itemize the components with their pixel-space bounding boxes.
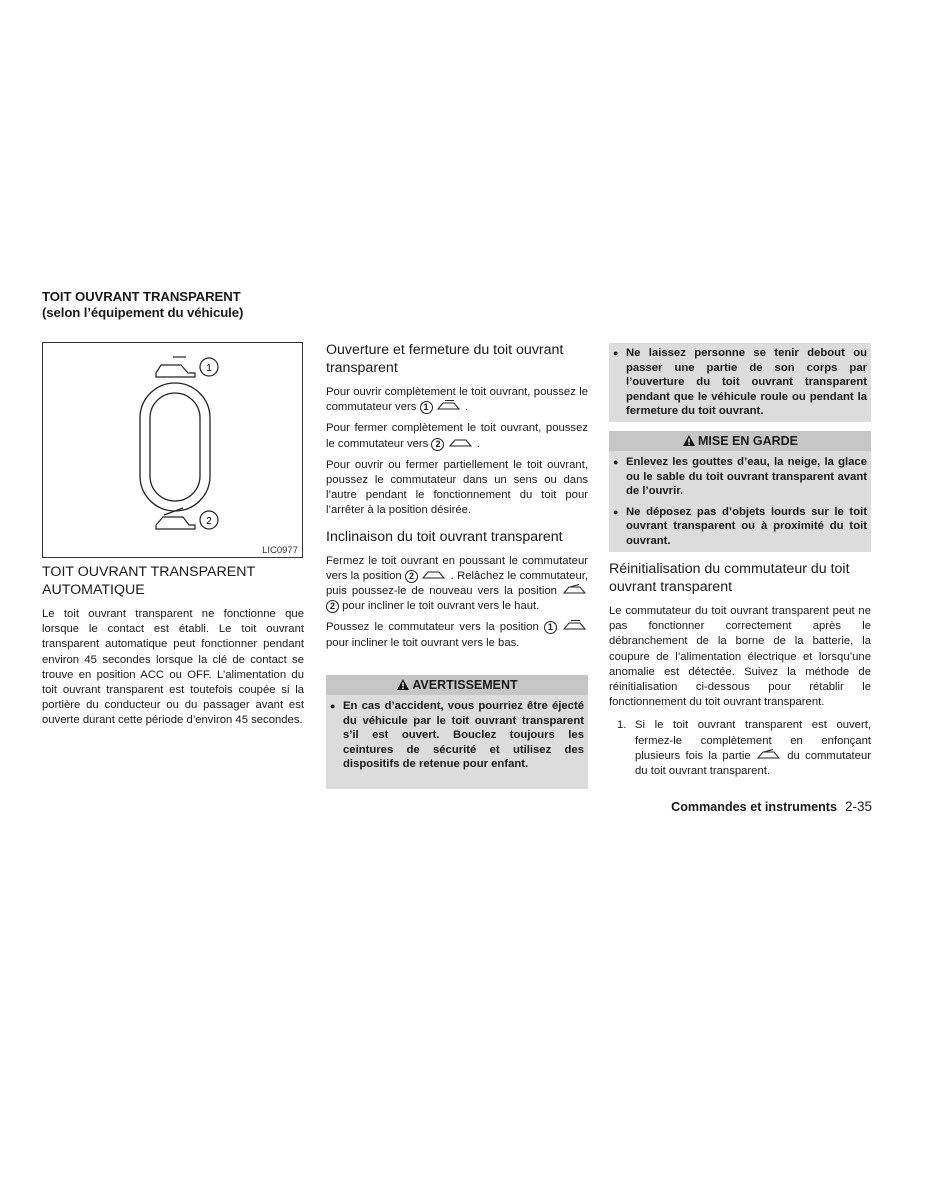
open-text: Pour ouvrir complètement le toit ouvrant, poussez le commutateur vers — [326, 386, 588, 414]
sunroof-switch-figure — [42, 342, 303, 558]
warning-bullet: ● En cas d’accident, vous pourriez être éjecté du véhicule par le toit ouvrant transparent s’il est ouvert. Bouclez toujours les ceintures de sécurité et utilisez des dispositifs de retenue pour enfant. — [326, 699, 588, 772]
column-3 — [609, 560, 871, 779]
tilt-down-text-b: pour incliner le toit ouvrant vers le bas. — [326, 636, 520, 649]
column-2 — [326, 341, 588, 651]
partial-paragraph: Pour ouvrir ou fermer partiellement le toit ouvrant, poussez le commutateur dans un sens ou dans l’autre pendant le fonctionnement du toit pour l’arrêter à la position désirée. — [326, 458, 588, 517]
position-2-icon: 2 — [431, 438, 444, 451]
tilt-up-paragraph — [326, 554, 588, 615]
automatic-body: Le toit ouvrant transparent ne fonctionne que lorsque le contact est établi. Le toit ouvrant transparent automatique peut fonctionner pendant environ 45 secondes lorsque la clé de contact se trouve en position ACC ou OFF. L’alimentation du toit ouvrant transparent est toutefois coupée si la portière du conducteur ou du passager avant est ouverte durant cette période d’environ 45 secondes. — [42, 608, 304, 727]
roof-tilt-icon — [756, 749, 782, 761]
caution-header — [609, 431, 871, 451]
tilt-up-text-c: pour incliner le toit ouvrant vers le haut. — [342, 600, 540, 613]
caution-box — [609, 431, 871, 552]
roof-tilt-icon — [156, 508, 195, 529]
open-text-end: . — [464, 401, 468, 414]
section-title — [42, 289, 322, 321]
position-1-icon: 1 — [420, 401, 433, 414]
roof-open-icon — [562, 620, 588, 632]
warning-triangle-icon — [396, 678, 410, 691]
roof-close-icon — [448, 437, 474, 449]
caution-bullet-1: ● Enlevez les gouttes d’eau, la neige, la glace ou le sable du toit ouvrant transparent avant de l’ouvrir. — [609, 455, 871, 499]
reset-heading: Réinitialisation du commutateur du toit ouvrant transparent — [609, 561, 850, 595]
warning-title: AVERTISSEMENT — [412, 678, 518, 692]
roof-tilt-icon — [562, 584, 588, 596]
reset-body: Le commutateur du toit ouvrant transparent peut ne pas fonctionner correctement après le débranchement de la borne de la batterie, la coupure de l’alimentation électrique et lorsqu’une anomalie est détectée. Suivez la méthode de réinitialisation ci-dessous pour rétablir le fonctionnement du toit ouvrant transparent. — [609, 605, 871, 709]
column-1 — [42, 563, 304, 729]
position-1-icon: 1 — [544, 621, 557, 634]
position-2-icon: 2 — [405, 570, 418, 583]
tilt-up-text-a: Fermez le toit ouvrant en poussant le commutateur vers la position — [326, 554, 588, 582]
tilt-up-text-b: . Relâchez le commutateur, puis poussez-le de nouveau vers la position — [326, 569, 589, 598]
close-text-end: . — [476, 437, 480, 450]
tilt-down-text-a: Poussez le commutateur vers la position — [326, 621, 539, 634]
position-2-icon: 2 — [326, 600, 339, 613]
close-text: Pour fermer complètement le toit ouvrant, poussez le commutateur vers — [326, 422, 588, 450]
open-close-heading: Ouverture et fermeture du toit ouvrant transparent — [326, 342, 564, 376]
step-text-b: du commutateur du toit ouvrant transparent. — [635, 749, 871, 778]
close-paragraph — [326, 421, 588, 451]
roof-open-icon — [156, 357, 195, 377]
warning-continued-box — [609, 343, 871, 422]
section-title-line1: TOIT OUVRANT TRANSPARENT — [42, 289, 241, 304]
reset-step-1 — [609, 718, 871, 779]
chapter-title: Commandes et instruments — [671, 800, 837, 814]
label-2: 2 — [206, 516, 212, 527]
warning-triangle-icon — [682, 434, 696, 447]
page-number: 2-35 — [844, 799, 872, 814]
warning-header — [326, 675, 588, 695]
sunroof-switch-illustration — [43, 343, 302, 557]
label-1: 1 — [206, 363, 212, 374]
open-paragraph — [326, 385, 588, 415]
warning-continued-bullet: ● Ne laissez personne se tenir debout ou passer une partie de son corps par l’ouverture du toit ouvrant transparent pendant que le véhicule roule ou pendant la fermeture du toit ouvrant. — [609, 346, 871, 419]
page-footer — [640, 799, 872, 814]
section-title-line2: (selon l’équipement du véhicule) — [42, 305, 244, 320]
tilt-heading: Inclinaison du toit ouvrant transparent — [326, 528, 563, 545]
automatic-heading: TOIT OUVRANT TRANSPARENT AUTOMATIQUE — [42, 564, 255, 598]
tilt-down-paragraph — [326, 620, 588, 650]
step-number: 1. — [617, 719, 627, 732]
warning-box — [326, 675, 588, 789]
roof-close-icon — [421, 569, 447, 581]
caution-title: MISE EN GARDE — [697, 434, 798, 448]
roof-open-icon — [436, 400, 462, 412]
figure-code: LIC0977 — [262, 545, 298, 556]
caution-bullet-2: ● Ne déposez pas d’objets lourds sur le toit ouvrant transparent ou à proximité du toit ouvrant. — [609, 505, 871, 549]
switch-inner — [150, 393, 200, 501]
step-text-a: Si le toit ouvrant transparent est ouvert, fermez-le complètement en enfonçant plusieurs fois la partie — [635, 719, 871, 762]
